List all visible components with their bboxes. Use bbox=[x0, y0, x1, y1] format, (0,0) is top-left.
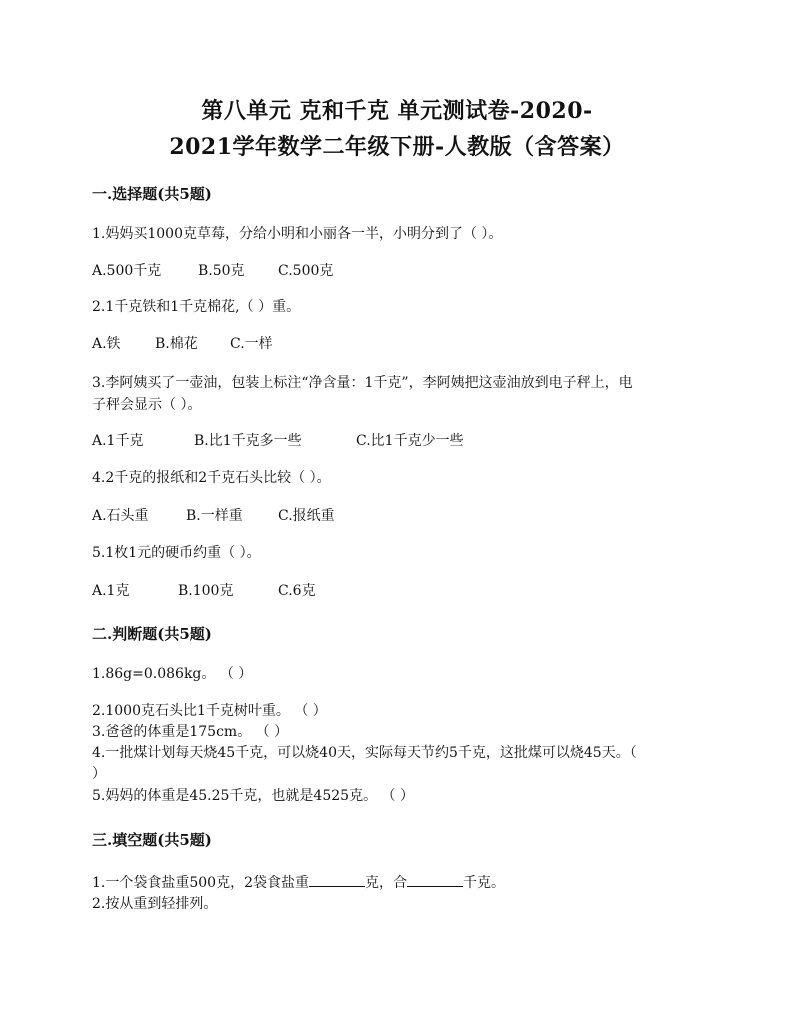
judge-q1: 1.86g=0.086kg。 （ ） bbox=[92, 666, 253, 682]
choice-q4-option-a: A.石头重 bbox=[92, 508, 149, 524]
judge-q3: 3.爸爸的体重是175cm。 （ ） bbox=[92, 724, 289, 740]
choice-q1-option-a: A.500千克 bbox=[92, 263, 162, 279]
section-header-fill: 三.填空题(共5题) bbox=[92, 831, 212, 849]
choice-q3-option-a: A.1千克 bbox=[92, 433, 144, 449]
choice-q5-option-b: B.100克 bbox=[178, 583, 234, 599]
fill-q1 bbox=[92, 872, 505, 893]
fill-q2: 2.按从重到轻排列。 bbox=[92, 896, 218, 912]
choice-q3-option-b: B.比1千克多一些 bbox=[194, 433, 302, 449]
choice-q3-stem-line-1: 3.李阿姨买了一壶油，包装上标注“净含量：1千克”，李阿姨把这壶油放到电子秤上，电 bbox=[92, 375, 633, 391]
choice-q1-option-b: B.50克 bbox=[198, 263, 245, 279]
judge-q2: 2.1000克石头比1千克树叶重。 （ ） bbox=[92, 703, 327, 719]
fill-q1-blank-2 bbox=[407, 872, 463, 887]
fill-q1-text-a: 1.一个袋食盐重500克，2袋食盐重 bbox=[92, 875, 309, 891]
fill-q1-text-c: 千克。 bbox=[463, 875, 505, 891]
choice-q1-options bbox=[92, 261, 333, 281]
choice-q2-option-c: C.一样 bbox=[230, 336, 273, 352]
choice-q1-option-c: C.500克 bbox=[278, 263, 334, 279]
choice-q5-stem: 5.1枚1元的硬币约重（ ）。 bbox=[92, 545, 261, 561]
choice-q1-stem: 1.妈妈买1000克草莓，分给小明和小丽各一半，小明分到了（ ）。 bbox=[92, 226, 503, 242]
document-title-line-1: 第八单元 克和千克 单元测试卷-2020- bbox=[201, 98, 593, 124]
choice-q2-stem: 2.1千克铁和1千克棉花,（ ）重。 bbox=[92, 299, 301, 315]
document-title-line-2: 2021学年数学二年级下册-人教版（含答案） bbox=[169, 134, 625, 160]
choice-q2-option-b: B.棉花 bbox=[155, 336, 198, 352]
choice-q5-option-c: C.6克 bbox=[278, 583, 316, 599]
judge-q5: 5.妈妈的体重是45.25千克，也就是4525克。 （ ） bbox=[92, 788, 414, 804]
choice-q5-options bbox=[92, 581, 316, 601]
choice-q3-stem-line-2: 子秤会显示（ ）。 bbox=[92, 397, 202, 413]
judge-q4-line-1: 4.一批煤计划每天烧45千克，可以烧40天，实际每天节约5千克，这批煤可以烧45天。（ bbox=[92, 745, 637, 761]
fill-q1-text-b: 克，合 bbox=[365, 875, 407, 891]
choice-q3-options bbox=[92, 431, 464, 451]
section-header-choice: 一.选择题(共5题) bbox=[92, 185, 212, 203]
judge-q4-line-2: ） bbox=[92, 766, 106, 782]
choice-q3-option-c: C.比1千克少一些 bbox=[356, 433, 464, 449]
choice-q4-options bbox=[92, 506, 335, 526]
choice-q4-option-c: C.报纸重 bbox=[278, 508, 335, 524]
choice-q5-option-a: A.1克 bbox=[92, 583, 130, 599]
section-header-judge: 二.判断题(共5题) bbox=[92, 625, 212, 643]
choice-q2-options bbox=[92, 334, 273, 354]
choice-q4-option-b: B.一样重 bbox=[186, 508, 243, 524]
choice-q2-option-a: A.铁 bbox=[92, 336, 121, 352]
fill-q1-blank-1 bbox=[309, 872, 365, 887]
choice-q4-stem: 4.2千克的报纸和2千克石头比较（ ）。 bbox=[92, 470, 331, 486]
